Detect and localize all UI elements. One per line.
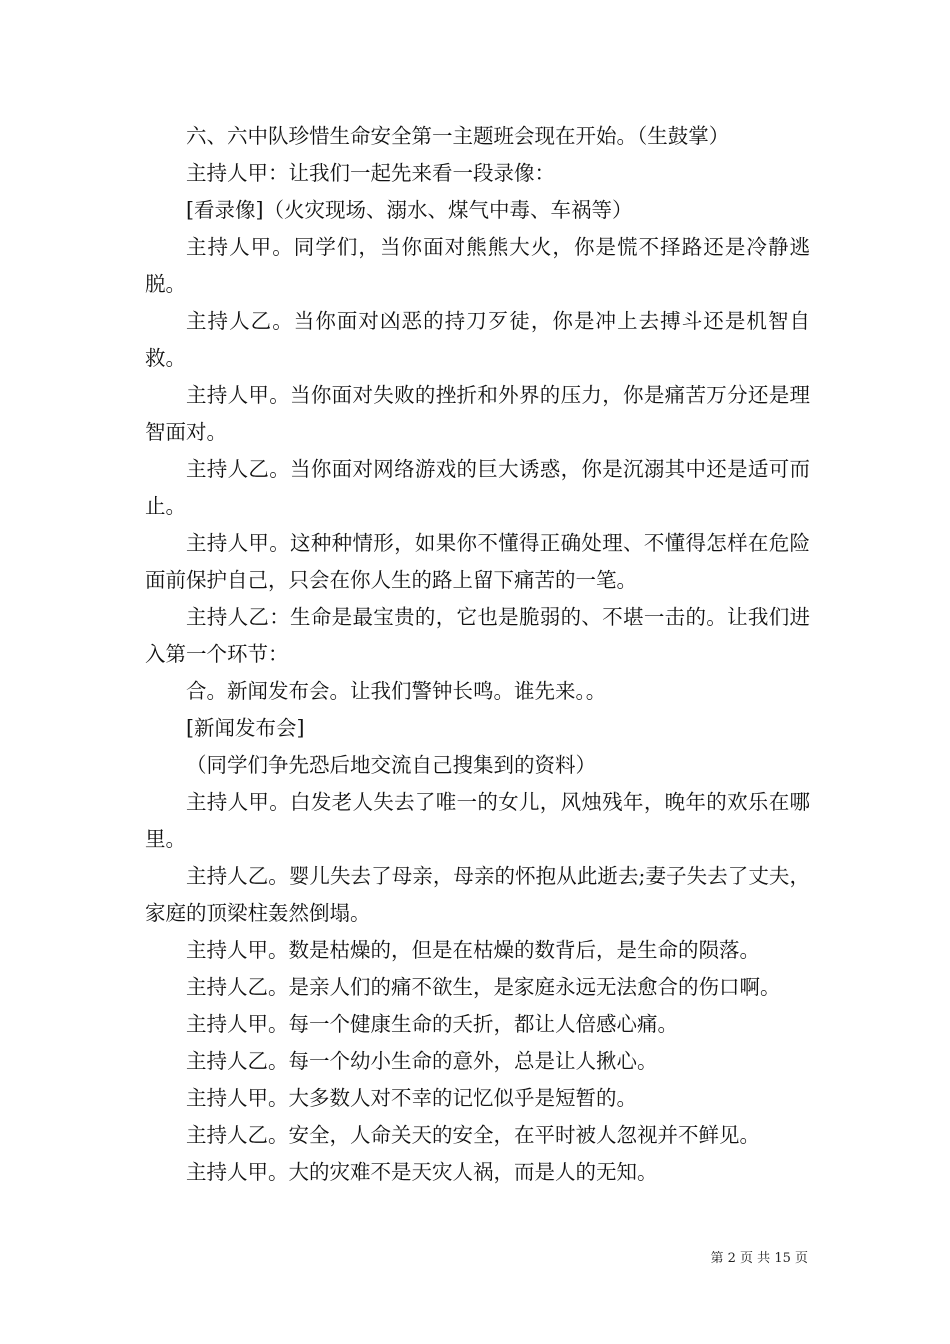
paragraph: 主持人甲。大多数人对不幸的记忆似乎是短暂的。: [186, 1086, 637, 1110]
paragraph: 主持人乙。每一个幼小生命的意外，总是让人揪心。: [186, 1049, 658, 1073]
paragraph: 主持人甲。这种种情形，如果你不懂得正确处理、不懂得怎样在危险面前保护自己，只会在你人生的路上留下痛苦的一笔。: [145, 531, 810, 592]
paragraph: 主持人甲：让我们一起先来看一段录像：: [186, 161, 555, 185]
paragraph: 主持人甲。每一个健康生命的夭折，都让人倍感心痛。: [186, 1012, 678, 1036]
paragraph: 主持人甲。当你面对失败的挫折和外界的压力，你是痛苦万分还是理智面对。: [145, 383, 810, 444]
page-number-footer: 第 2 页 共 15 页: [710, 1251, 808, 1266]
paragraph: 主持人甲。白发老人失去了唯一的女儿，风烛残年，晚年的欢乐在哪里。: [145, 790, 810, 851]
paragraph: （同学们争先恐后地交流自己搜集到的资料）: [186, 753, 596, 777]
paragraph: 主持人乙。当你面对凶恶的持刀歹徒，你是冲上去搏斗还是机智自救。: [145, 309, 810, 370]
paragraph: 主持人甲。大的灾难不是天灾人祸，而是人的无知。: [186, 1160, 658, 1184]
paragraph: 六、六中队珍惜生命安全第一主题班会现在开始。（生鼓掌）: [186, 124, 730, 148]
paragraph: 主持人乙。是亲人们的痛不欲生，是家庭永远无法愈合的伤口啊。: [186, 975, 781, 999]
paragraph: 主持人乙：生命是最宝贵的，它也是脆弱的、不堪一击的。让我们进入第一个环节：: [145, 605, 810, 666]
document-body: [145, 118, 810, 1191]
paragraph: 主持人甲。同学们，当你面对熊熊大火，你是慌不择路还是冷静逃脱。: [145, 235, 810, 296]
paragraph: 主持人乙。婴儿失去了母亲，母亲的怀抱从此逝去;妻子失去了丈夫，家庭的顶梁柱轰然倒塌。: [145, 864, 810, 925]
paragraph: 主持人甲。数是枯燥的，但是在枯燥的数背后，是生命的陨落。: [186, 938, 760, 962]
paragraph: 合。新闻发布会。让我们警钟长鸣。谁先来。。: [186, 679, 607, 703]
paragraph: 主持人乙。安全，人命关天的安全，在平时被人忽视并不鲜见。: [186, 1123, 760, 1147]
paragraph: [看录像]（火灾现场、溺水、煤气中毒、车祸等）: [186, 198, 633, 222]
paragraph: [新闻发布会]: [186, 716, 305, 740]
paragraph: 主持人乙。当你面对网络游戏的巨大诱惑，你是沉溺其中还是适可而止。: [145, 457, 810, 518]
